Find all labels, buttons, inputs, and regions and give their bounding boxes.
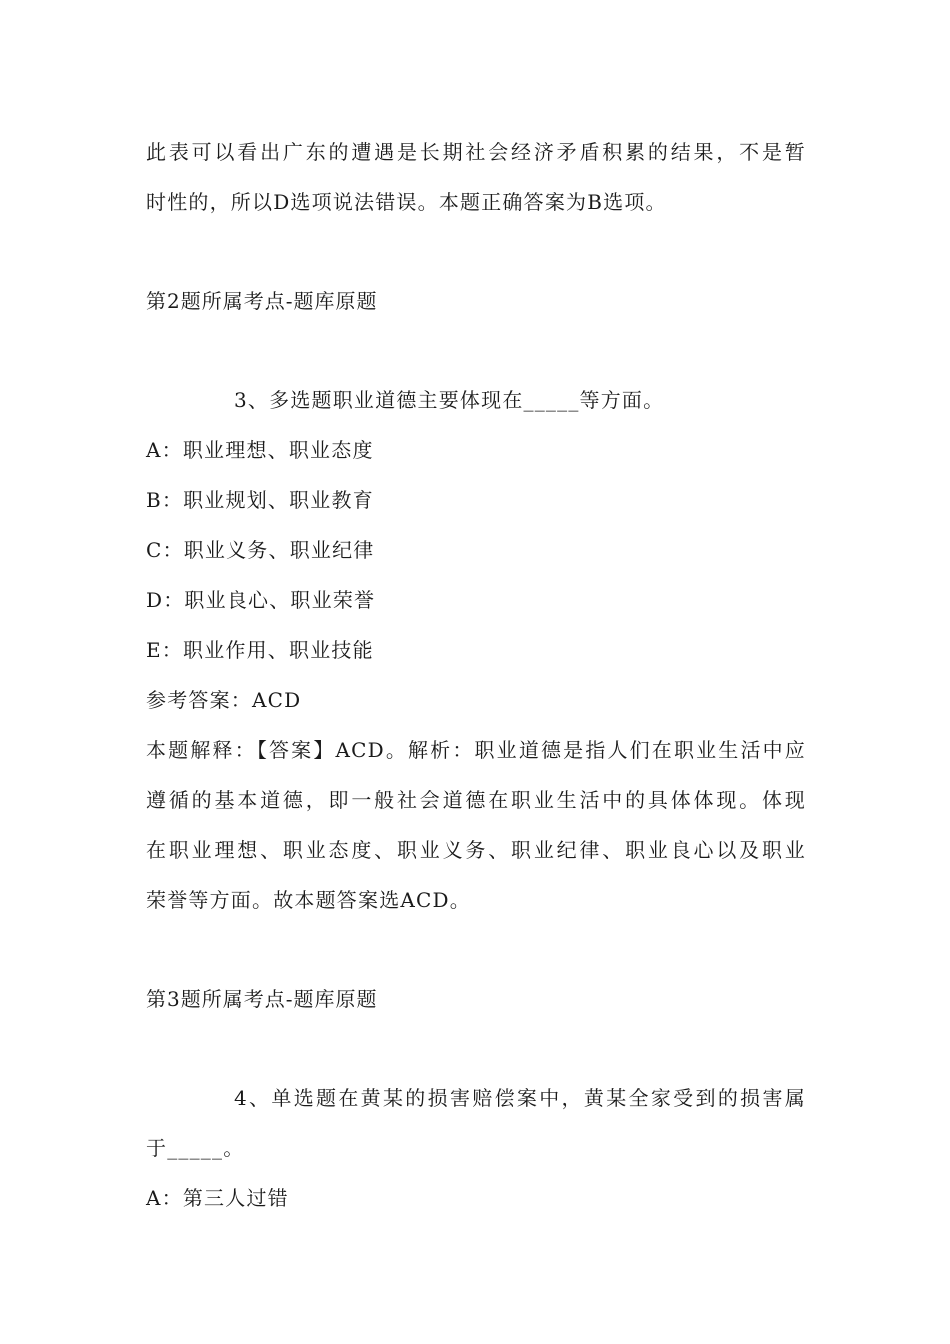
q4-option-a: A：第三人过错 — [146, 1186, 289, 1210]
q3-explanation-line: 在职业理想、职业态度、职业义务、职业纪律、职业良心以及职业 — [146, 838, 806, 862]
q3-option-e: E：职业作用、职业技能 — [146, 638, 374, 662]
q4-stem-line: 于_____。 — [146, 1136, 245, 1160]
q3-explanation-line: 遵循的基本道德，即一般社会道德在职业生活中的具体体现。体现 — [146, 788, 806, 812]
q3-explanation-line: 荣誉等方面。故本题答案选ACD。 — [146, 888, 471, 912]
q3-stem: 3、多选题职业道德主要体现在_____等方面。 — [234, 388, 665, 412]
q3-option-b: B：职业规划、职业教育 — [146, 488, 374, 512]
q3-option-a: A：职业理想、职业态度 — [146, 438, 374, 462]
q2-section-title: 第2题所属考点-题库原题 — [146, 289, 378, 313]
q1-explanation-line: 此表可以看出广东的遭遇是长期社会经济矛盾积累的结果，不是暂 — [146, 140, 806, 164]
q3-explanation-line: 本题解释：【答案】ACD。解析：职业道德是指人们在职业生活中应 — [146, 738, 806, 762]
q3-answer: 参考答案：ACD — [146, 688, 302, 712]
q4-stem-line: 4、单选题在黄某的损害赔偿案中，黄某全家受到的损害属 — [234, 1086, 806, 1110]
q1-explanation-line: 时性的，所以D选项说法错误。本题正确答案为B选项。 — [146, 190, 667, 214]
q3-section-title: 第3题所属考点-题库原题 — [146, 987, 378, 1011]
q3-option-d: D：职业良心、职业荣誉 — [146, 588, 376, 612]
q3-option-c: C：职业义务、职业纪律 — [146, 538, 375, 562]
